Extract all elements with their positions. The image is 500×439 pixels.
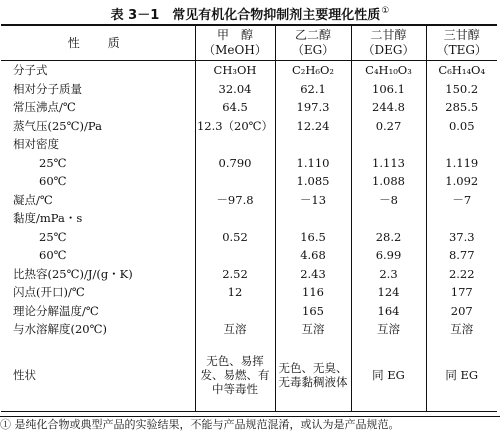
table-row [1,80,497,99]
table-cell: 164 [351,302,426,321]
table-cell [195,246,275,265]
table-cell: 12.24 [275,117,351,136]
table-cell: 1.113 [351,154,426,173]
header-meoh-abbr: （MeOH） [203,43,267,57]
table-cell: 0.790 [195,154,275,173]
table-cell: 32.04 [195,80,275,99]
table-cell: －8 [351,191,426,210]
table-cell [195,209,275,228]
table-cell: 同 EG [351,339,426,412]
header-deg [351,25,426,61]
table-cell: 150.2 [426,80,497,99]
table-cell: 2.22 [426,265,497,284]
table-cell: C₂H₆O₂ [275,61,351,80]
row-label: 黏度/mPa・s [13,211,83,226]
table-row [1,135,497,154]
table-cell: 同 EG [426,339,497,412]
table-row [1,283,497,302]
header-property: 性 质 [1,25,195,61]
row-label: 25℃ [39,155,67,170]
table-cell: 285.5 [426,98,497,117]
table-row [1,61,497,80]
table-row [1,320,497,339]
table-cell: C₆H₁₄O₄ [426,61,497,80]
table-cell: 28.2 [351,228,426,247]
table-cell [426,209,497,228]
header-deg-name: 二甘醇 [370,28,407,42]
footnote: ① 是纯化合物或典型产品的实验结果，不能与产品规范混淆，或认为是产品规范。 [0,416,500,432]
row-label: 相对分子质量 [13,81,82,96]
row-label: 凝点/℃ [13,192,53,207]
table-row [1,209,497,228]
row-label: 常压沸点/℃ [13,100,76,115]
table-cell [195,302,275,321]
table-cell: 1.119 [426,154,497,173]
table-row [1,154,497,173]
table-cell: 0.52 [195,228,275,247]
table-cell: 1.092 [426,172,497,191]
table-cell: 互溶 [351,320,426,339]
table-cell: 37.3 [426,228,497,247]
row-label: 分子式 [13,63,48,78]
properties-table [1,24,497,412]
table-cell: CH₃OH [195,61,275,80]
table-cell [195,135,275,154]
row-label: 25℃ [39,229,67,244]
table-cell: 124 [351,283,426,302]
row-label: 相对密度 [13,137,59,152]
header-eg [275,25,351,61]
table-cell: 无色、无臭、无毒黏稠液体 [275,339,351,412]
table-title [0,2,500,25]
row-label: 60℃ [39,174,67,189]
table-cell: 2.3 [351,265,426,284]
table-cell: 106.1 [351,80,426,99]
header-teg [426,25,497,61]
table-cell: 2.52 [195,265,275,284]
header-row [1,25,497,61]
table-title-text: 表 3－1 常见有机化合物抑制剂主要理化性质 [110,8,381,23]
table-cell [351,209,426,228]
header-meoh-name: 甲 醇 [216,28,253,42]
table-cell: －13 [275,191,351,210]
table-cell: 12.3（20℃） [195,117,275,136]
table-cell: 1.110 [275,154,351,173]
table-row [1,265,497,284]
table-cell: 互溶 [275,320,351,339]
table-cell [351,135,426,154]
header-teg-abbr: （TEG） [436,43,487,57]
table-cell [195,172,275,191]
table-cell: 64.5 [195,98,275,117]
header-deg-abbr: （DEG） [362,43,415,57]
title-footnote-mark: ① [381,6,390,16]
table-cell: 2.43 [275,265,351,284]
table-row [1,246,497,265]
table-cell: 0.27 [351,117,426,136]
table-cell [275,209,351,228]
table-row [1,172,497,191]
table-cell: －7 [426,191,497,210]
table-cell: 197.3 [275,98,351,117]
header-eg-abbr: （EG） [291,43,335,57]
row-label: 闪点(开口)/℃ [13,285,85,300]
table-cell [275,135,351,154]
table-cell: 207 [426,302,497,321]
table-cell: 1.085 [275,172,351,191]
table-cell: 244.8 [351,98,426,117]
row-label: 与水溶解度(20℃) [13,322,107,337]
table-cell: 62.1 [275,80,351,99]
table-cell: 4.68 [275,246,351,265]
header-eg-name: 乙二醇 [294,28,331,42]
table-cell: 互溶 [195,320,275,339]
table-row [1,191,497,210]
table-row [1,302,497,321]
table-cell: 互溶 [426,320,497,339]
table-cell: 116 [275,283,351,302]
row-label: 性状 [1,339,195,412]
table-cell: 1.088 [351,172,426,191]
table-cell: 8.77 [426,246,497,265]
table-row [1,117,497,136]
table-cell: 0.05 [426,117,497,136]
table-cell: 6.99 [351,246,426,265]
table-cell: 177 [426,283,497,302]
header-meoh [195,25,275,61]
table-body [1,61,497,412]
table-cell: 无色、易挥发、易燃、有中等毒性 [195,339,275,412]
table-row [1,98,497,117]
table-cell: C₄H₁₀O₃ [351,61,426,80]
table-cell: 12 [195,283,275,302]
row-label: 比热容(25℃)/J/(g・K) [13,266,133,281]
table-cell: 16.5 [275,228,351,247]
row-label: 理论分解温度/℃ [13,303,99,318]
header-teg-name: 三甘醇 [443,28,480,42]
table-cell [426,135,497,154]
row-label: 60℃ [39,248,67,263]
table-row [1,339,497,412]
table-row [1,228,497,247]
table-cell: 165 [275,302,351,321]
table-cell: －97.8 [195,191,275,210]
row-label: 蒸气压(25℃)/Pa [13,118,102,133]
